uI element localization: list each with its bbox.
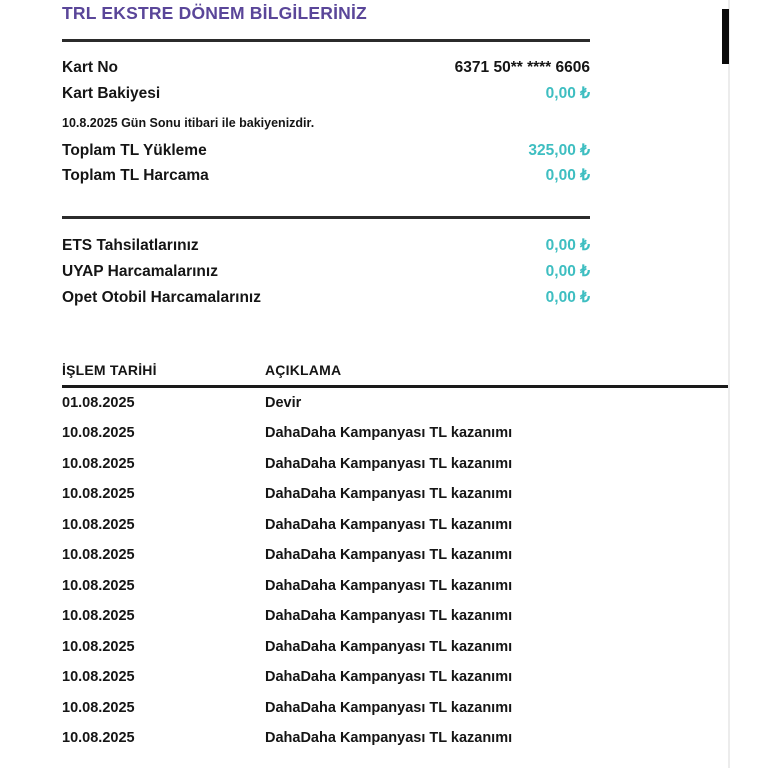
total-spend-label: Toplam TL Harcama (62, 167, 209, 184)
header-description: AÇIKLAMA (265, 362, 342, 378)
table-row (62, 601, 728, 632)
transactions-header-row (62, 362, 728, 378)
transaction-date: 10.08.2025 (62, 638, 135, 655)
uyap-label: UYAP Harcamalarınız (62, 263, 218, 280)
transaction-description: DahaDaha Kampanyası TL kazanımı (265, 608, 513, 625)
opet-row (62, 288, 590, 314)
transaction-date: 10.08.2025 (62, 547, 135, 564)
transaction-description: DahaDaha Kampanyası TL kazanımı (265, 455, 513, 472)
transaction-description: DahaDaha Kampanyası TL kazanımı (265, 425, 513, 442)
scrollbar-track[interactable] (728, 0, 730, 768)
page-title: TRL EKSTRE DÖNEM BİLGİLERİNİZ (62, 3, 367, 23)
transaction-description: DahaDaha Kampanyası TL kazanımı (265, 577, 513, 594)
divider-under-title (62, 39, 590, 42)
transaction-description: DahaDaha Kampanyası TL kazanımı (265, 638, 513, 655)
total-spend-value: 0,00 ₺ (545, 167, 590, 184)
ets-row (62, 236, 590, 262)
opet-label: Opet Otobil Harcamalarınız (62, 289, 261, 306)
card-number-label: Kart No (62, 59, 118, 76)
transaction-description: DahaDaha Kampanyası TL kazanımı (265, 547, 513, 564)
card-number-row (62, 59, 590, 84)
uyap-value: 0,00 ₺ (545, 263, 590, 280)
transaction-description: DahaDaha Kampanyası TL kazanımı (265, 669, 513, 686)
table-row (62, 693, 728, 724)
transaction-date: 10.08.2025 (62, 669, 135, 686)
total-load-label: Toplam TL Yükleme (62, 142, 207, 159)
statement-summary-section (62, 0, 590, 314)
transaction-date: 10.08.2025 (62, 455, 135, 472)
table-row (62, 510, 728, 541)
table-row (62, 723, 728, 754)
tl-totals-group (62, 141, 590, 191)
card-balance-row (62, 84, 590, 109)
table-row (62, 632, 728, 663)
transaction-date: 10.08.2025 (62, 730, 135, 747)
transaction-date: 10.08.2025 (62, 608, 135, 625)
opet-value: 0,00 ₺ (545, 289, 590, 306)
table-row (62, 571, 728, 602)
transaction-date: 10.08.2025 (62, 425, 135, 442)
header-date: İŞLEM TARİHİ (62, 362, 157, 378)
table-row (62, 449, 728, 480)
table-row (62, 418, 728, 449)
transaction-date: 10.08.2025 (62, 486, 135, 503)
uyap-row (62, 262, 590, 288)
card-balance-label: Kart Bakiyesi (62, 85, 161, 102)
table-row (62, 479, 728, 510)
transaction-date: 10.08.2025 (62, 577, 135, 594)
other-totals-group (62, 236, 590, 314)
transaction-description: DahaDaha Kampanyası TL kazanımı (265, 486, 513, 503)
ets-value: 0,00 ₺ (545, 237, 590, 254)
card-number-value: 6371 50** **** 6606 (454, 59, 590, 76)
transaction-date: 10.08.2025 (62, 516, 135, 533)
table-row (62, 388, 728, 419)
transactions-rows (62, 388, 728, 754)
transaction-description: DahaDaha Kampanyası TL kazanımı (265, 730, 513, 747)
scrollbar-thumb[interactable] (722, 9, 729, 64)
ets-label: ETS Tahsilatlarınız (62, 237, 199, 254)
transaction-date: 01.08.2025 (62, 394, 135, 411)
card-info-group (62, 59, 590, 130)
transaction-description: Devir (265, 394, 302, 411)
transaction-description: DahaDaha Kampanyası TL kazanımı (265, 699, 513, 716)
total-load-row (62, 141, 590, 166)
table-row (62, 540, 728, 571)
transaction-description: DahaDaha Kampanyası TL kazanımı (265, 516, 513, 533)
total-load-value: 325,00 ₺ (528, 142, 590, 159)
balance-date-note: 10.8.2025 Gün Sonu itibari ile bakiyenizdir. (62, 116, 315, 130)
table-row (62, 662, 728, 693)
divider-mid (62, 216, 590, 219)
card-balance-value: 0,00 ₺ (545, 85, 590, 102)
transactions-table (62, 362, 728, 754)
transaction-date: 10.08.2025 (62, 699, 135, 716)
total-spend-row (62, 166, 590, 191)
